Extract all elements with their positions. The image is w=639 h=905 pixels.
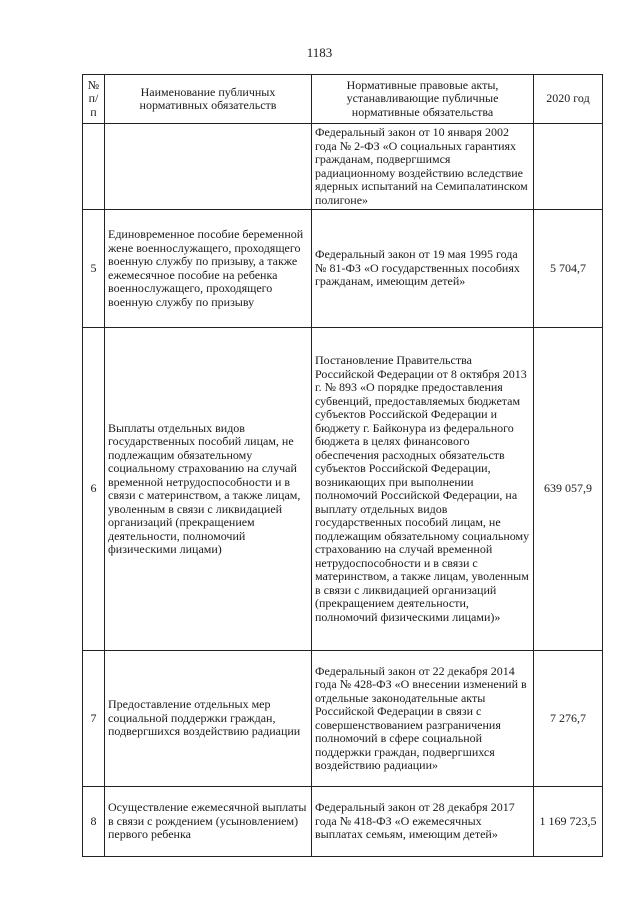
obligations-table: [82, 74, 603, 857]
row-acts: Федеральный закон от 19 мая 1995 года № 81-ФЗ «О государственных пособиях гражданам, имеющим детей»: [312, 210, 534, 328]
table-row: [83, 328, 603, 651]
row-acts: Постановление Правительства Российской Федерации от 8 октября 2013 г. № 893 «О порядке предоставления субвенций, предоставляемых бюджетам субъектов Российской Федерации и бюджету г. Байконура из федерального бюджета в целях финансового обеспечения расходных обязательств субъектов Российской Федерации, возникающих при выполнении полномочий Российской Федерации, на выплату отдельных видов государственных пособий лицам, не подлежащим обязательному социальному страхованию на случай временной нетрудоспособности и в связи с материнством, а также лицам, уволенным в связи с ликвидацией организаций (прекращением деятельности, полномочий физическими лицами)»: [312, 328, 534, 651]
row-num: [83, 124, 105, 210]
table-row: [83, 124, 603, 210]
header-num: № п/п: [83, 75, 105, 124]
row-amount: 1 169 723,5: [534, 787, 603, 857]
row-num: 6: [83, 328, 105, 651]
row-num: 8: [83, 787, 105, 857]
row-amount: 7 276,7: [534, 651, 603, 787]
row-obligation: [105, 124, 312, 210]
header-obligation: Наименование публичных нормативных обязательств: [105, 75, 312, 124]
table-row: [83, 210, 603, 328]
row-amount: 639 057,9: [534, 328, 603, 651]
row-obligation: Осуществление ежемесячной выплаты в связи с рождением (усыновлением) первого ребенка: [105, 787, 312, 857]
page-number: 1183: [306, 45, 333, 60]
table-row: [83, 651, 603, 787]
table-header-row: [83, 75, 603, 124]
header-acts: Нормативные правовые акты, устанавливающие публичные нормативные обязательства: [312, 75, 534, 124]
row-obligation: Предоставление отдельных мер социальной поддержки граждан, подвергшихся воздействию радиации: [105, 651, 312, 787]
row-amount: 5 704,7: [534, 210, 603, 328]
row-acts: Федеральный закон от 22 декабря 2014 года № 428-ФЗ «О внесении изменений в отдельные законодательные акты Российской Федерации в связи с совершенствованием разграничения полномочий в сфере социальной поддержки граждан, подвергшихся воздействию радиации»: [312, 651, 534, 787]
header-year: 2020 год: [534, 75, 603, 124]
row-acts: Федеральный закон от 10 января 2002 года № 2-ФЗ «О социальных гарантиях гражданам, подвергшимся радиационному воздействию вследствие ядерных испытаний на Семипалатинском полигоне»: [312, 124, 534, 210]
table-row: [83, 787, 603, 857]
row-obligation: Единовременное пособие беременной жене военнослужащего, проходящего военную службу по призыву, а также ежемесячное пособие на ребенка военнослужащего, проходящего военную службу по призыву: [105, 210, 312, 328]
row-num: 5: [83, 210, 105, 328]
row-amount: [534, 124, 603, 210]
row-num: 7: [83, 651, 105, 787]
row-acts: Федеральный закон от 28 декабря 2017 года № 418-ФЗ «О ежемесячных выплатах семьям, имеющим детей»: [312, 787, 534, 857]
row-obligation: Выплаты отдельных видов государственных пособий лицам, не подлежащим обязательному социальному страхованию на случай временной нетрудоспособности и в связи с материнством, а также лицам, уволенным в связи с ликвидацией организаций (прекращением деятельности, полномочий физическими лицами): [105, 328, 312, 651]
